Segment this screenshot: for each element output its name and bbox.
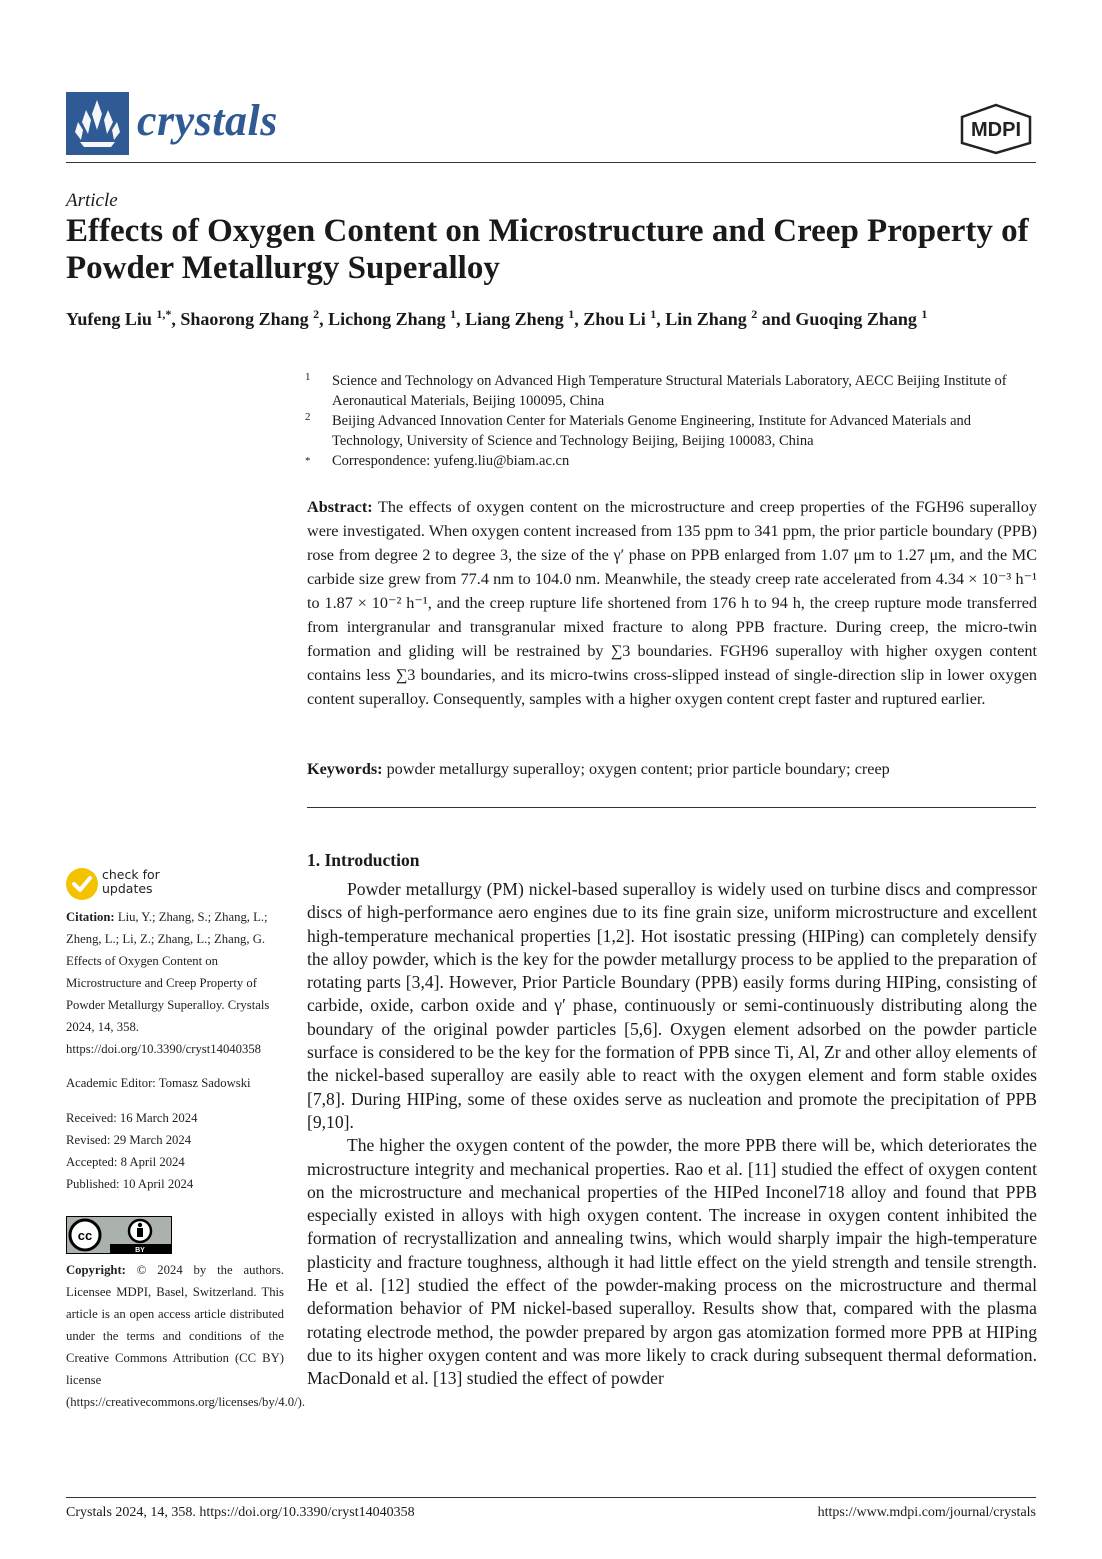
author[interactable]: [795, 309, 927, 329]
keywords-text: powder metallurgy superalloy; oxygen content; prior particle boundary; creep: [386, 760, 890, 778]
academic-editor: Academic Editor: Tomasz Sadowski: [66, 1076, 251, 1090]
published-date: Published: 10 April 2024: [66, 1177, 194, 1191]
check-for-updates-button[interactable]: [66, 866, 186, 904]
header-divider: [66, 162, 1036, 163]
footer-divider: [66, 1497, 1036, 1498]
citation-label: Citation:: [66, 910, 115, 924]
copyright-label: Copyright:: [66, 1263, 126, 1277]
journal-name[interactable]: crystals: [137, 96, 278, 145]
correspondence-text: Correspondence: yufeng.liu@biam.ac.cn: [332, 453, 570, 469]
article-title: Effects of Oxygen Content on Microstructure and Creep Property of Powder Metallurgy Superalloy: [66, 213, 1029, 286]
author-affiliation-sup: 1: [450, 307, 457, 321]
check-for-updates-label: check for updates: [102, 867, 160, 896]
copyright-text: © 2024 by the authors. Licensee MDPI, Basel, Switzerland. This article is an open access article distributed under the terms and conditions of the Creative Commons Attribution (CC BY) license (https://creativecommons.org/licenses/by/4.0/).: [66, 1263, 306, 1409]
author-name: Lin Zhang: [665, 309, 752, 329]
footer-journal-url[interactable]: https://www.mdpi.com/journal/crystals: [817, 1505, 1036, 1520]
mdpi-logo[interactable]: [956, 103, 1036, 155]
keywords: [307, 757, 1037, 781]
author-name: Guoqing Zhang: [795, 309, 922, 329]
paragraph: The higher the oxygen content of the powder, the more PPB there will be, which deteriorates the microstructure integrity and mechanical properties. Rao et al. [11] studied the effect of oxygen content on the microstructure and mechanical properties of the HIPed Inconel718 alloy and found that PPB especially existed in alloys with high oxygen content. The increase in oxygen content inhibited the formation of recrystallization and annealing twins, which would sharply impair the high-temperature plasticity and fracture toughness, although it had little effect on the yield strength and tensile strength. He et al. [12] studied the effect of the powder-making process on the microstructure and thermal deformation behavior of PM nickel-based superalloy. Results show that, compared with the plasma rotating electrode method, the powder prepared by argon gas atomization formed more PPB at HIPing due to its higher oxygen content and was more likely to crack during subsequent thermal deformation. MacDonald et al. [13] studied the effect of powder: [307, 1135, 1037, 1389]
author-affiliation-sup: 2: [313, 307, 320, 321]
author[interactable]: [180, 309, 319, 329]
author-list: Yufeng Liu $^{1,*}$, Shaorong Zhang $^2$, Lichong Zhang $^1$, Liang Zheng $^1$, Zhou Li $^1$, Lin Zhang $^2$ and Guoqing Zhang $^1$: [66, 307, 928, 329]
mdpi-logo-text: MDPI: [971, 119, 1021, 141]
cc-by-license-badge[interactable]: [66, 1216, 172, 1254]
revised-date: Revised: 29 March 2024: [66, 1133, 192, 1147]
author-affiliation-sup: 2: [751, 307, 758, 321]
author[interactable]: [665, 309, 757, 329]
author-affiliation-sup: 1: [568, 307, 575, 321]
affiliation-text: Beijing Advanced Innovation Center for Materials Genome Engineering, Institute for Advanced Materials and Technology, University of Science and Technology Beijing, Beijing 100083, China: [332, 413, 972, 449]
received-date: Received: 16 March 2024: [66, 1111, 198, 1125]
author-name: Zhou Li: [583, 309, 651, 329]
author-affiliation-sup: 1: [921, 307, 928, 321]
affiliation-1: [305, 372, 1037, 411]
affiliation-mark: 1: [305, 371, 311, 383]
author[interactable]: [66, 309, 171, 329]
section-heading: 1. Introduction: [307, 850, 420, 870]
author[interactable]: [465, 309, 574, 329]
author-affiliation-sup: 1,*: [156, 307, 172, 321]
author-name: Shaorong Zhang: [180, 309, 314, 329]
footer-citation: Crystals 2024, 14, 358. https://doi.org/10.3390/cryst14040358: [66, 1505, 415, 1520]
keywords-label: Keywords:: [307, 760, 383, 778]
article-type: Article: [66, 190, 118, 211]
author-name: Lichong Zhang: [328, 309, 451, 329]
abstract: [307, 495, 1037, 711]
abstract-divider: [307, 807, 1036, 808]
citation-text: Liu, Y.; Zhang, S.; Zhang, L.; Zheng, L.; Li, Z.; Zhang, L.; Zhang, G. Effects of Oxygen Content on Microstructure and Creep Property of Powder Metallurgy Superalloy. Crystals 2024, 14, 358. https://doi.org/10.3390/cryst14040358: [66, 910, 270, 1056]
citation-block: [66, 906, 284, 1060]
author-name: Yufeng Liu: [66, 309, 157, 329]
affiliation-2: [305, 412, 1037, 451]
copyright-notice: [66, 1259, 306, 1413]
affiliation-mark: *: [305, 455, 311, 467]
accepted-date: Accepted: 8 April 2024: [66, 1155, 185, 1169]
introduction-body: [307, 878, 1037, 1391]
author-affiliation-sup: 1: [650, 307, 657, 321]
author-name: Liang Zheng: [465, 309, 569, 329]
affiliation-text: Science and Technology on Advanced High Temperature Structural Materials Laboratory, AECC Beijing Institute of Aeronautical Materials, Beijing 100095, China: [332, 373, 1007, 409]
author[interactable]: [583, 309, 656, 329]
abstract-label: Abstract:: [307, 498, 373, 516]
author[interactable]: [328, 309, 456, 329]
svg-text:BY: BY: [135, 1247, 145, 1254]
abstract-text: The effects of oxygen content on the microstructure and creep properties of the FGH96 superalloy were investigated. When oxygen content increased from 135 ppm to 341 ppm, the prior particle boundary (PPB) rose from degree 2 to degree 3, the size of the γ′ phase on PPB enlarged from 1.07 μm to 1.27 μm, and the MC carbide size grew from 77.4 nm to 104.0 nm. Meanwhile, the steady creep rate accelerated from 4.34 × 10⁻³ h⁻¹ to 1.87 × 10⁻² h⁻¹, and the creep rupture life shortened from 176 h to 94 h, the creep rupture mode transferred from intergranular and transgranular mixed fracture to along PPB fracture. During creep, the micro-twin formation and gliding will be restrained by ∑3 boundaries. FGH96 superalloy with higher oxygen content contains less ∑3 boundaries, and its micro-twins cross-slipped instead of single-direction slip in lower oxygen content superalloy. Consequently, samples with a higher oxygen content crept faster and ruptured earlier.: [307, 498, 1037, 708]
affiliation-mark: 2: [305, 411, 311, 423]
paragraph: Powder metallurgy (PM) nickel-based superalloy is widely used on turbine discs and compressor discs of high-performance aero engines due to its fine grain size, uniform microstructure and excellent high-temperature mechanical properties [1,2]. Hot isostatic pressing (HIPing) can completely densify the alloy powder, which is the key for the powder metallurgy process to be applied to the preparation of rotating parts [3,4]. However, Prior Particle Boundary (PPB) easily forms during HIPing, consisting of carbide, oxide, carbon oxide and γ′ phase, continuously or semi-continuously distributing along the boundary of the original powder particles [5,6]. Oxygen element adsorbed on the powder particle surface is considered to be the key for the formation of PPB since Ti, Al, Zr and other alloy elements of the nickel-based superalloy are easily able to react with the oxygen element and form stable oxides [7,8]. During HIPing, some of these oxides serve as nucleation and promote the precipitation of PPB [9,10].: [307, 879, 1037, 1132]
correspondence: [305, 452, 1037, 472]
svg-text:cc: cc: [77, 1228, 93, 1243]
checkmark-icon: [66, 868, 98, 900]
journal-logo-icon: [66, 92, 129, 155]
